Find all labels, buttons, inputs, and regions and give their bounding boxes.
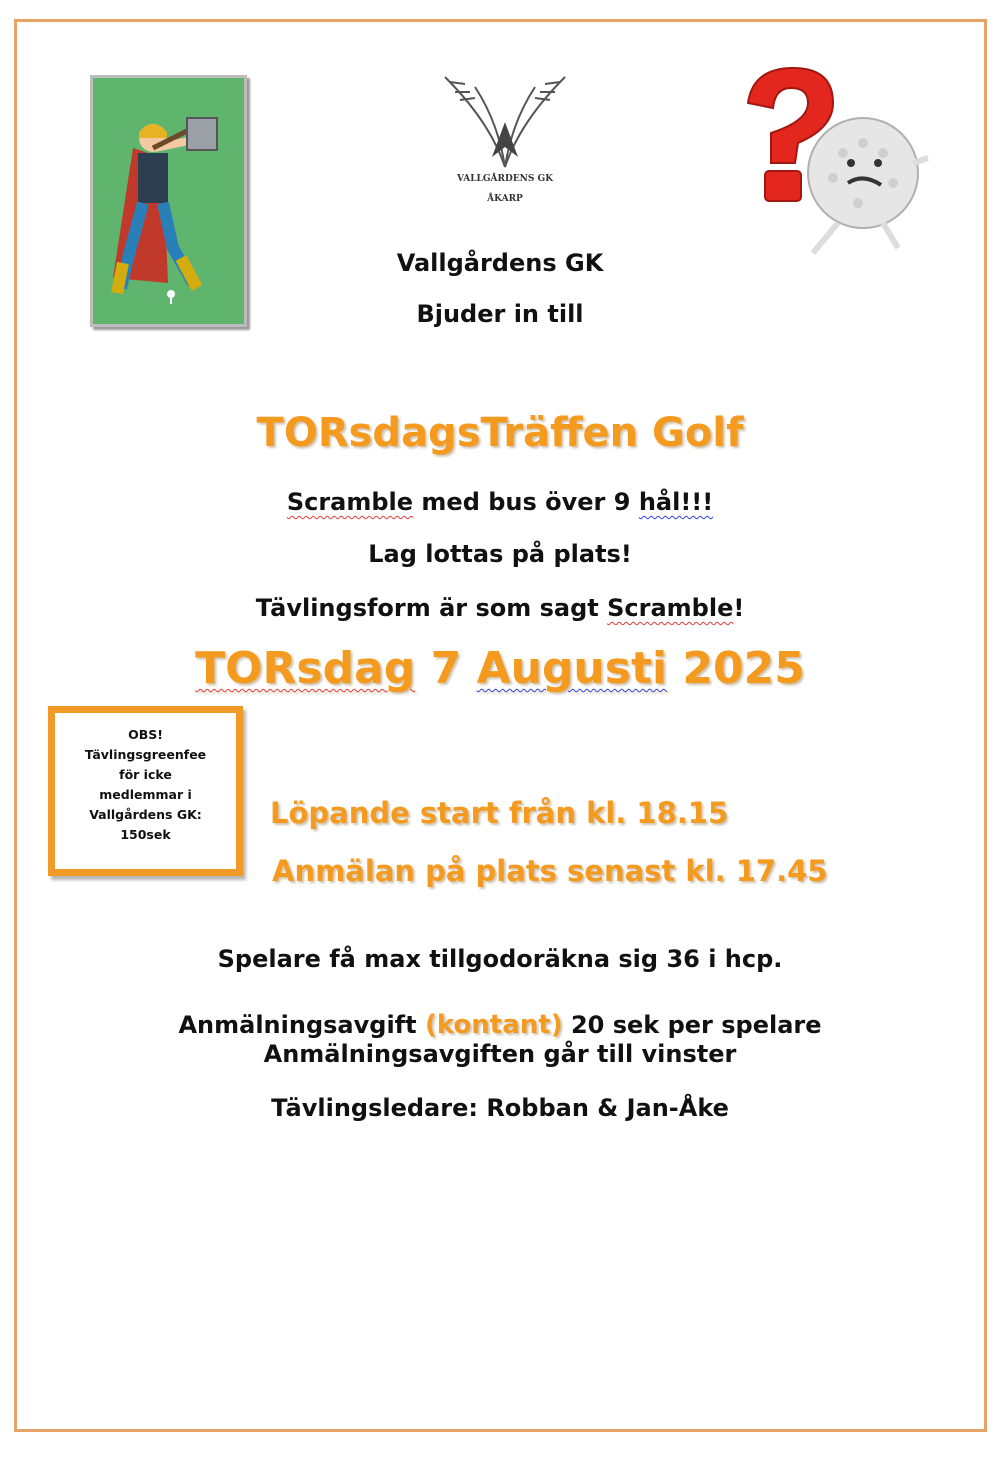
- invite-line: Bjuder in till: [416, 300, 584, 328]
- date-month: Augusti: [476, 643, 668, 694]
- signup-deadline: Anmälan på plats senast kl. 17.45: [272, 854, 828, 888]
- competition-leaders: Tävlingsledare: Robban & Jan-Åke: [271, 1094, 729, 1122]
- obs-line: för icke: [119, 767, 172, 782]
- fee-suffix: 20 sek per spelare: [562, 1011, 822, 1039]
- lag-line: Lag lottas på plats!: [368, 540, 632, 568]
- form-prefix: Tävlingsform är som sagt: [255, 594, 608, 622]
- club-name: Vallgårdens GK: [396, 249, 604, 277]
- thor-golfer-illustration: [90, 75, 247, 327]
- event-date: [0, 643, 1000, 694]
- obs-notice-box: [48, 706, 243, 876]
- fee-note: Anmälningsavgiften går till vinster: [263, 1040, 737, 1068]
- scramble-hal: hål!!!: [638, 488, 714, 516]
- form-word: Scramble: [607, 594, 734, 622]
- obs-line: Tävlingsgreenfee: [84, 747, 207, 762]
- fee-line: [0, 1010, 1000, 1040]
- date-year: 2025: [682, 643, 805, 694]
- logo-place-name: ÅKARP: [487, 194, 523, 204]
- scramble-rest: med bus över 9: [413, 488, 639, 516]
- date-day: TORsdag: [195, 643, 416, 694]
- scramble-line: [0, 488, 1000, 516]
- date-number: 7: [430, 643, 462, 694]
- fee-cash-highlight: (kontant): [424, 1010, 563, 1040]
- hcp-rule: Spelare få max tillgodoräkna sig 36 i hcp.: [217, 945, 783, 973]
- obs-line: 150sek: [120, 827, 171, 842]
- start-time: Löpande start från kl. 18.15: [270, 796, 729, 830]
- scramble-word: Scramble: [286, 488, 414, 516]
- event-title: TORsdagsTräffen Golf: [256, 410, 744, 456]
- form-line: [0, 594, 1000, 622]
- logo-club-name: VALLGÅRDENS GK: [456, 174, 554, 184]
- fee-prefix: Anmälningsavgift: [178, 1011, 425, 1039]
- club-logo: [430, 62, 580, 212]
- obs-line: OBS!: [128, 727, 163, 742]
- form-suffix: !: [733, 594, 745, 622]
- question-golf-ball-icon: [733, 63, 943, 278]
- obs-line: Vallgårdens GK:: [89, 807, 202, 822]
- obs-line: medlemmar i: [99, 787, 192, 802]
